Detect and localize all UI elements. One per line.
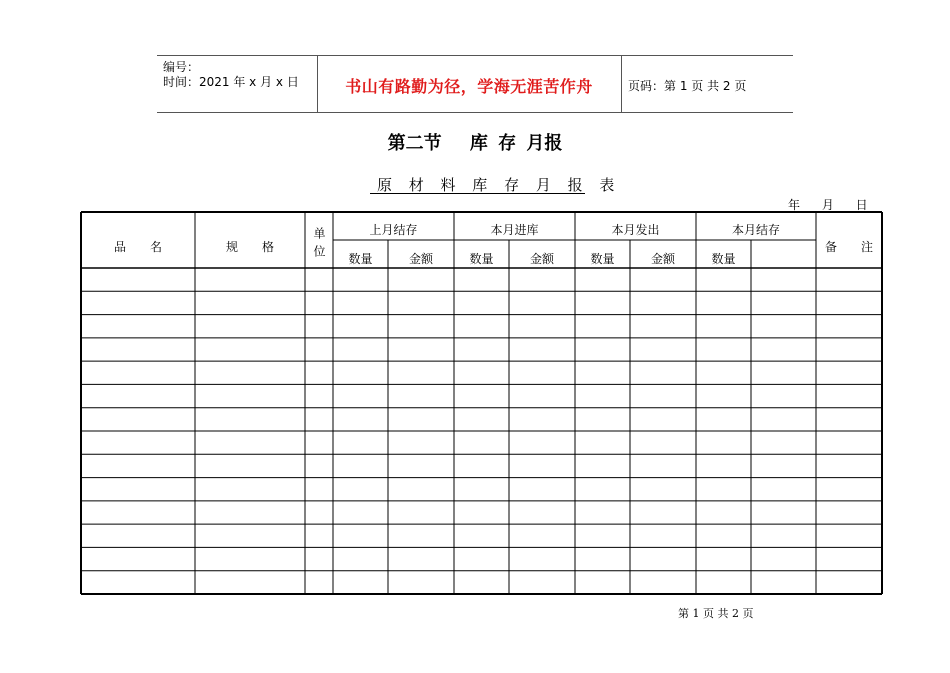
group-month-inbound: 本月进库 (490, 223, 539, 237)
number-label: 编号： (163, 60, 200, 74)
group-month-outbound: 本月发出 (611, 223, 660, 237)
sub-amount-2: 金额 (529, 252, 554, 266)
col-product-name: 品 名 (113, 240, 162, 254)
date-header: 年 月 日 (788, 198, 868, 212)
page-info: 页码：第 1 页 共 2 页 (628, 79, 747, 93)
col-spec: 规 格 (225, 240, 274, 254)
time-label: 时间：2021 年 x 月 x 日 (163, 75, 299, 89)
motto-text: 书山有路勤为径，学海无涯苦作舟 (345, 77, 593, 96)
col-unit: 单位 (312, 227, 326, 263)
sub-qty-2: 数量 (469, 252, 494, 266)
group-last-month-balance: 上月结存 (369, 223, 418, 237)
sub-qty-3: 数量 (590, 252, 615, 266)
col-remark: 备 注 (824, 240, 873, 254)
page-footer: 第 1 页 共 2 页 (678, 607, 754, 620)
sub-qty-4: 数量 (711, 252, 736, 266)
sub-amount-3: 金额 (650, 252, 675, 266)
group-month-balance: 本月结存 (731, 223, 780, 237)
section-title: 第二节 库 存 月报 (387, 133, 563, 154)
form-title: 原 材 料 库 存 月 报 表 (377, 176, 621, 194)
sub-qty-1: 数量 (348, 252, 373, 266)
sub-amount-1: 金额 (408, 252, 433, 266)
